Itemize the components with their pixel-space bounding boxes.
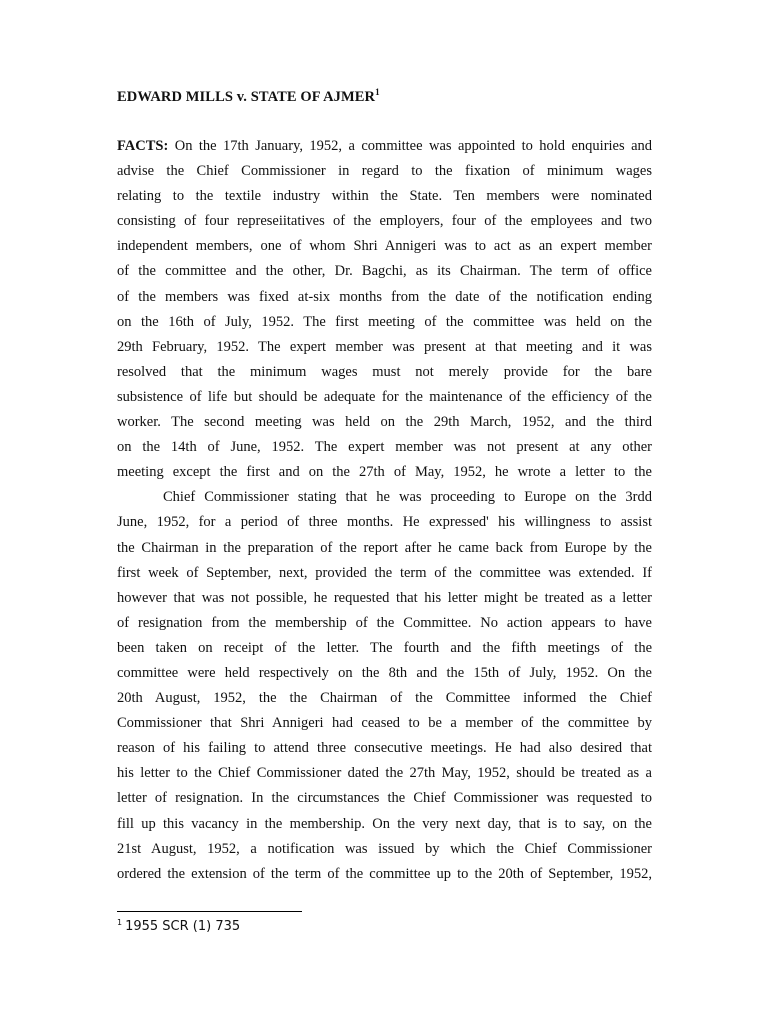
body-line: 29th February, 1952. The expert member was present at that meeting and it was xyxy=(117,338,652,355)
body-line: first week of September, next, provided the term of the committee was extended. If xyxy=(117,564,652,581)
body-line: the Chairman in the preparation of the report after he came back from Europe by the xyxy=(117,539,652,556)
body-line: on the 16th of July, 1952. The first meeting of the committee was held on the xyxy=(117,313,652,330)
body-line: of the committee and the other, Dr. Bagchi, as its Chairman. The term of office xyxy=(117,263,652,280)
body-line: advise the Chief Commissioner in regard to the fixation of minimum wages xyxy=(117,163,652,180)
body-line: 21st August, 1952, a notification was issued by which the Chief Commissioner xyxy=(117,840,652,857)
footnote-ref: 1 xyxy=(117,918,123,927)
body-line: subsistence of life but should be adequate for the maintenance of the efficiency of the xyxy=(117,388,652,405)
body-line: Commissioner that Shri Annigeri had ceased to be a member of the committee by xyxy=(117,715,652,732)
body-line: of resignation from the membership of the Committee. No action appears to have xyxy=(117,614,652,631)
body-line: FACTS: On the 17th January, 1952, a committee was appointed to hold enquiries and xyxy=(117,138,652,154)
case-title-text: EDWARD MILLS v. STATE OF AJMER xyxy=(117,89,376,105)
body-line: consisting of four represeiitatives of the employers, four of the employees and two xyxy=(117,213,652,230)
facts-label: FACTS: xyxy=(117,138,169,154)
footnote-divider xyxy=(117,911,302,912)
body-line: of the members was fixed at-six months from the date of the notification ending xyxy=(117,288,652,305)
body-line: fill up this vacancy in the membership. On the very next day, that is to say, on the xyxy=(117,815,652,832)
body-line: reason of his failing to attend three consecutive meetings. He had also desired that xyxy=(117,740,652,757)
body-line: ordered the extension of the term of the committee up to the 20th of September, 1952, xyxy=(117,865,652,882)
body-line: however that was not possible, he requested that his letter might be treated as a letter xyxy=(117,589,652,606)
body-line: on the 14th of June, 1952. The expert member was not present at any other xyxy=(117,439,652,456)
body-line: independent members, one of whom Shri Annigeri was to act as an expert member xyxy=(117,238,652,255)
title-footnote-ref: 1 xyxy=(375,87,380,97)
footnote xyxy=(117,918,240,934)
body-line: June, 1952, for a period of three months. He expressed' his willingness to assist xyxy=(117,514,652,531)
footnote-text: 1955 SCR (1) 735 xyxy=(125,919,241,934)
facts-paragraph xyxy=(117,134,652,887)
body-line: 20th August, 1952, the the Chairman of the Committee informed the Chief xyxy=(117,690,652,707)
body-line: his letter to the Chief Commissioner dated the 27th May, 1952, should be treated as a xyxy=(117,765,652,782)
body-line: resolved that the minimum wages must not merely provide for the bare xyxy=(117,363,652,380)
body-line: meeting except the first and on the 27th of May, 1952, he wrote a letter to the xyxy=(117,464,652,481)
body-line: Chief Commissioner stating that he was proceeding to Europe on the 3rdd xyxy=(163,489,652,506)
body-line: letter of resignation. In the circumstances the Chief Commissioner was requested to xyxy=(117,790,652,807)
body-line: committee were held respectively on the 8th and the 15th of July, 1952. On the xyxy=(117,664,652,681)
case-title xyxy=(117,87,380,106)
body-line: relating to the textile industry within the State. Ten members were nominated xyxy=(117,188,652,205)
body-line: worker. The second meeting was held on the 29th March, 1952, and the third xyxy=(117,414,652,431)
body-line: been taken on receipt of the letter. The fourth and the fifth meetings of the xyxy=(117,639,652,656)
